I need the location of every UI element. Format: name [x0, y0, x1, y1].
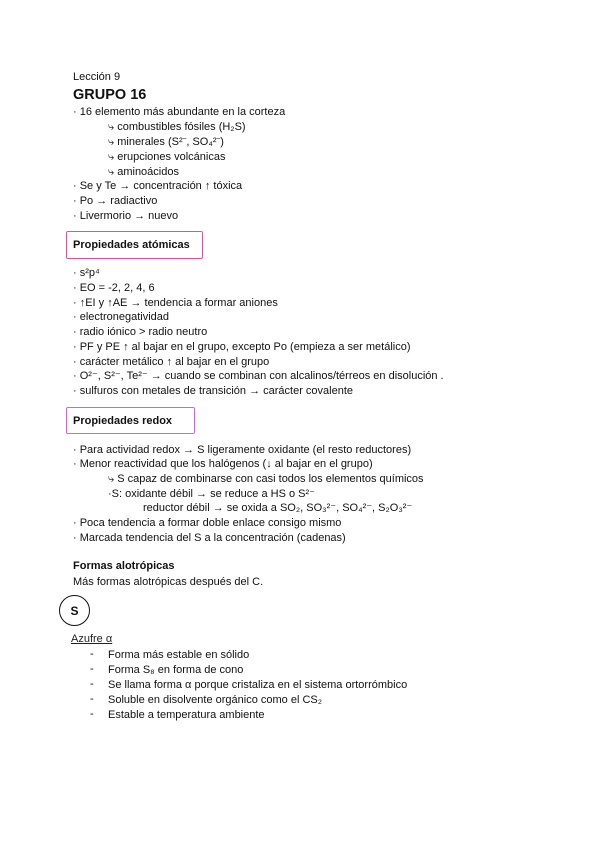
redox-sub-item: ·S: oxidante débil → se reduce a HS o S²⁻: [108, 488, 315, 500]
atomic-item: · ↑EI y ↑AE → tendencia a formar aniones: [73, 297, 278, 309]
atomic-item: · electronegatividad: [73, 311, 170, 323]
redox-item: · Para actividad redox → S ligeramente oxidante (el resto reductores): [73, 444, 412, 456]
atomic-item: · radio iónico > radio neutro: [73, 326, 208, 338]
redox-item: · Menor reactividad que los halógenos (↓ al bajar en el grupo): [73, 458, 373, 470]
atomic-item: · O²⁻, S²⁻, Te²⁻ → cuando se combinan con alcalinos/térreos en disolución .: [73, 370, 444, 382]
list-dash: -: [90, 648, 94, 660]
lesson-label: Lección 9: [73, 71, 121, 83]
azufre-alpha-title: Azufre α: [71, 633, 113, 645]
azufre-item: Se llama forma α porque cristaliza en el sistema ortorrómbico: [108, 679, 408, 691]
list-dash: -: [90, 708, 94, 720]
redox-item: · Poca tendencia a formar doble enlace consigo mismo: [73, 517, 342, 529]
azufre-item: Forma más estable en sólido: [108, 649, 250, 661]
intro-line: · Po → radiactivo: [73, 195, 158, 207]
intro-sub-line: ⤷ combustibles fósiles (H₂S): [108, 121, 246, 133]
list-dash: -: [90, 678, 94, 690]
redox-item: · Marcada tendencia del S a la concentración (cadenas): [73, 532, 346, 544]
azufre-item: Forma S₈ en forma de cono: [108, 664, 244, 676]
atomic-item: · sulfuros con metales de transición → carácter covalente: [73, 385, 354, 397]
list-dash: -: [90, 693, 94, 705]
intro-line: · 16 elemento más abundante en la corteza: [73, 106, 286, 118]
intro-line: · Livermorio → nuevo: [73, 210, 179, 222]
redox-sub-item: reductor débil → se oxida a SO₂, SO₃²⁻, SO₄²⁻, S₂O₃²⁻: [143, 502, 413, 514]
allotropic-text: Más formas alotrópicas después del C.: [73, 576, 264, 588]
atomic-item: · PF y PE ↑ al bajar en el grupo, excepto Po (empieza a ser metálico): [73, 341, 411, 353]
element-symbol-circle: S: [59, 595, 90, 626]
atomic-item: · EO = -2, 2, 4, 6: [73, 282, 155, 294]
intro-line: · Se y Te → concentración ↑ tóxica: [73, 180, 243, 192]
intro-sub-line: ⤷ minerales (S²⁻, SO₄²⁻): [108, 136, 224, 148]
azufre-item: Estable a temperatura ambiente: [108, 709, 265, 721]
intro-sub-line: ⤷ aminoácidos: [108, 166, 179, 178]
intro-sub-line: ⤷ erupciones volcánicas: [108, 151, 226, 163]
atomic-item: · carácter metálico ↑ al bajar en el grupo: [73, 356, 270, 368]
section-heading-atomic: Propiedades atómicas: [66, 231, 203, 259]
allotropic-heading: Formas alotrópicas: [73, 560, 175, 572]
section-heading-redox: Propiedades redox: [66, 407, 195, 434]
atomic-item: · s²p⁴: [73, 267, 100, 279]
redox-sub-item: ⤷ S capaz de combinarse con casi todos los elementos químicos: [108, 473, 424, 485]
page-title: GRUPO 16: [73, 87, 147, 103]
azufre-item: Soluble en disolvente orgánico como el CS₂: [108, 694, 323, 706]
list-dash: -: [90, 663, 94, 675]
